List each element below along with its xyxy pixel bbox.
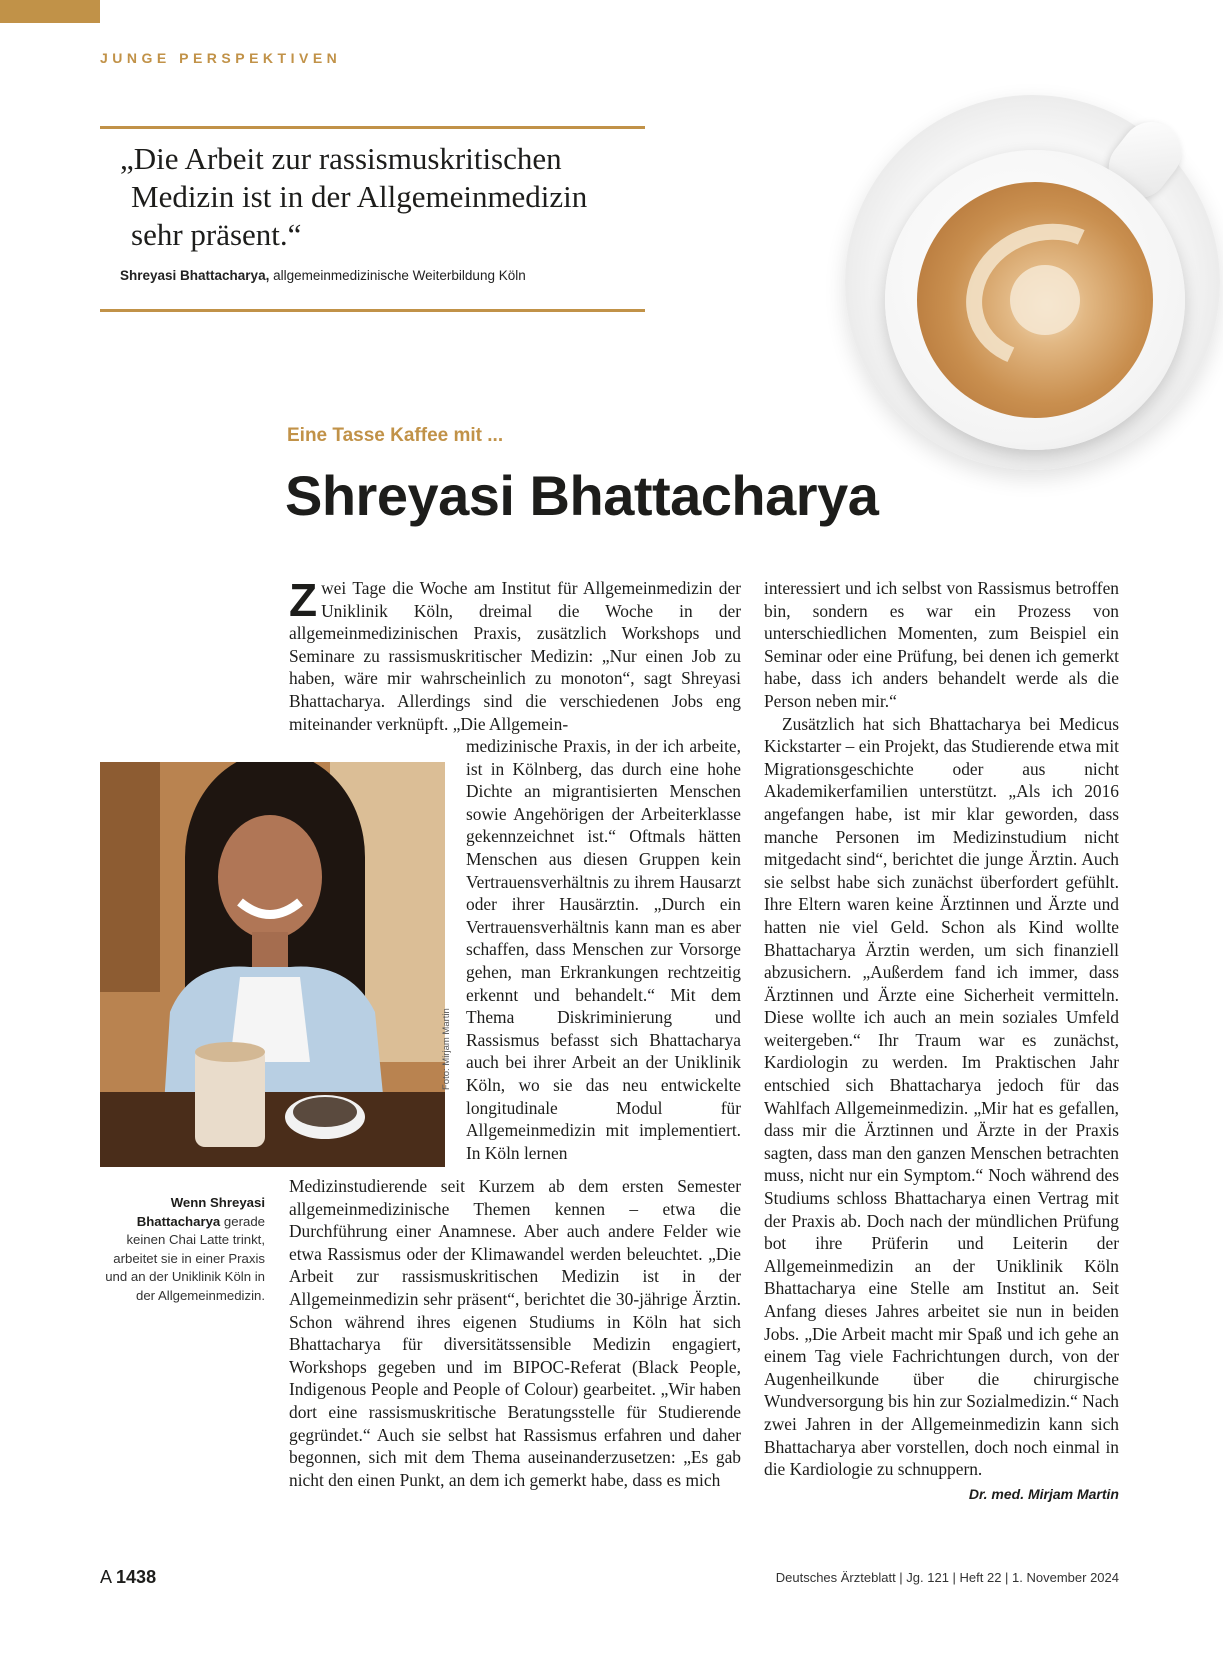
- portrait-photo: [100, 762, 445, 1167]
- top-accent-bar: [0, 0, 100, 23]
- caption-bold: Wenn Shreyasi Bhattacharya: [136, 1195, 265, 1229]
- portrait-illustration: [100, 762, 445, 1167]
- pull-quote-line: Medizin ist in der Allgemeinmedizin: [131, 179, 588, 214]
- caption-text: gerade keinen Chai Latte trinkt, arbeitet sie in einer Praxis und an der Uniklinik Köln in der Allgemeinmedizin.: [105, 1213, 265, 1303]
- drop-cap: Z: [289, 574, 318, 626]
- page-number: [100, 1567, 156, 1588]
- latte-art-center: [1010, 265, 1080, 335]
- article-text: medizinische Praxis, in der ich arbeite, ist in Kölnberg, das durch eine hohe Dichte an migrantisierten Menschen sowie Angehörigen der Arbeiterklasse gekennzeichnet ist.“ Oftmals hätten Menschen aus diesen Gruppen kein Vertrauensverhältnis zu ihrem Hausarzt oder ihrer Hausärztin. „Durch ein Vertrauensverhältnis kann man es aber schaffen, dass Menschen zur Vorsorge gehen, man Erkrankungen rechtzeitig erkennt und behandelt.“ Mit dem Thema Diskriminierung und Rassismus befasst sich Bhattacharya auch bei ihrer Arbeit an der Uniklinik Köln, wo sie das neu entwickelte longitudinale Modul für Allgemeinmedizin mit implementiert. In Köln lernen: [466, 736, 741, 1163]
- page-prefix: A: [100, 1567, 112, 1587]
- article-text: Zusätzlich hat sich Bhattacharya bei Medicus Kickstarter – ein Projekt, das Studierende etwa mit Migrationsgeschichte oder aus nicht Akademikerfamilien unterstützt. „Als ich 2016 angefangen habe, ist mir klar geworden, dass manche Personen im Medizinstudium nicht mitgedacht sind“, berichtet die junge Ärztin. Auch sie selbst habe sich zunächst überfordert gefühlt. Ihre Eltern waren keine Ärztinnen und Ärzte und hatten nie viel Geld. Schon als Kind wollte Bhattacharya Ärztin werden, um sich finanziell abzusichern. „Außerdem fand ich immer, dass Ärztinnen und Ärzte eine Sicherheit vermitteln. Diese wollte ich auch an mein soziales Umfeld weitergeben.“ Ihr Traum war es zunächst, Kardiologin zu werden. Im Praktischen Jahr entschied sich Bhattacharya jedoch für das Wahlfach Allgemeinmedizin. „Mir hat es gefallen, dass mir die Ärztinnen und Ärzte in der Praxis sagten, dass man den ganzen Menschen betrachten muss, nicht nur ein Symptom.“ Noch während des Studiums schloss Bhattacharya einen Vertrag mit der Praxis ab. Doch nach der mündlichen Prüfung bot ihre Prüferin und Leiterin der Allgemeinmedizin an der Uniklinik Köln Bhattacharya eine Stelle am Institut an. Seit Anfang dieses Jahres arbeitet sie nun in beiden Jobs. „Die Arbeit macht mir Spaß und ich gehe an einem Tag viele Fachrichtungen durch, von der Augenheilkunde über die chirurgische Wundversorgung bis hin zur Sozialmedizin.“ Nach zwei Jahren in der Allgemeinmedizin kann sich Bhattacharya aber vorstellen, doch noch einmal in die Kardiologie zu schnuppern.: [764, 713, 1119, 1480]
- article-column-1-bottom: [289, 1175, 741, 1491]
- pull-quote: [120, 140, 640, 254]
- pull-quote-attribution: [120, 268, 526, 283]
- article-column-2: [764, 577, 1119, 1505]
- article-text: Medizinstudierende seit Kurzem ab dem ersten Semester allgemeinmedizinische Themen kennen – etwa die Durchführung einer Anamnese. Aber auch andere Felder wie etwa Rassismus oder der Klimawandel werden beleuchtet. „Die Arbeit zur rassismuskritischen Medizin ist in der Allgemeinmedizin sehr präsent“, berichtet die 30-jährige Ärztin. Schon während ihres eigenen Studiums in Köln hat sich Bhattacharya für diversitätssensible Medizin engagiert, Workshops gegeben und im BIPOC-Referat (Black People, Indigenous People and People of Colour) gearbeitet. „Wir haben dort eine rassismuskritische Beratungsstelle für Studierende gegründet.“ Auch sie selbst hat Rassismus erfahren und daher begonnen, sich mit dem Thema auseinanderzusetzen: „Es gab nicht den einen Punkt, an dem ich gemerkt habe, dass es mich: [289, 1176, 741, 1490]
- article-title: Shreyasi Bhattacharya: [285, 464, 879, 527]
- article-kicker: Eine Tasse Kaffee mit ...: [287, 425, 504, 446]
- article-paragraph: interessiert und ich selbst von Rassismus betroffen bin, sondern es war ein Prozess von unterschiedlichen Momenten, zum Beispiel ein Seminar oder eine Prüfung, bei denen ich gemerkt habe, dass ich anders behandelt werde als die Person neben mir.“: [764, 578, 1119, 711]
- article-column-1-narrow: [466, 735, 741, 1164]
- pull-quote-line: „Die Arbeit zur rassismuskritischen: [120, 141, 562, 176]
- article-column-1-top: [289, 574, 741, 735]
- article-author: Dr. med. Mirjam Martin: [968, 1485, 1119, 1502]
- attribution-role: allgemeinmedizinische Weiterbildung Köln: [273, 268, 526, 283]
- article-text: wei Tage die Woche am Institut für Allgemeinmedizin der Uniklinik Köln, dreimal die Woche in der allgemeinmedizinischen Praxis, zusätzlich Workshops und Seminare zu rassismuskritischer Medizin: „Nur einen Job zu haben, wäre mir wahrscheinlich zu monoton“, sagt Shreyasi Bhattacharya. Allerdings sind die verschiedenen Jobs eng miteinander verknüpft. „Die Allgemein-: [289, 578, 741, 734]
- section-label: JUNGE PERSPEKTIVEN: [100, 50, 342, 66]
- page-number-value: 1438: [116, 1567, 157, 1587]
- pull-quote-line: sehr präsent.“: [131, 217, 302, 252]
- attribution-name: Shreyasi Bhattacharya,: [120, 268, 270, 283]
- photo-caption: [100, 1194, 265, 1306]
- journal-info: Deutsches Ärzteblatt | Jg. 121 | Heft 22 | 1. November 2024: [775, 1570, 1119, 1585]
- photo-credit: Foto: Mirjam Martin: [441, 1008, 452, 1090]
- article-paragraph: [764, 713, 1119, 1502]
